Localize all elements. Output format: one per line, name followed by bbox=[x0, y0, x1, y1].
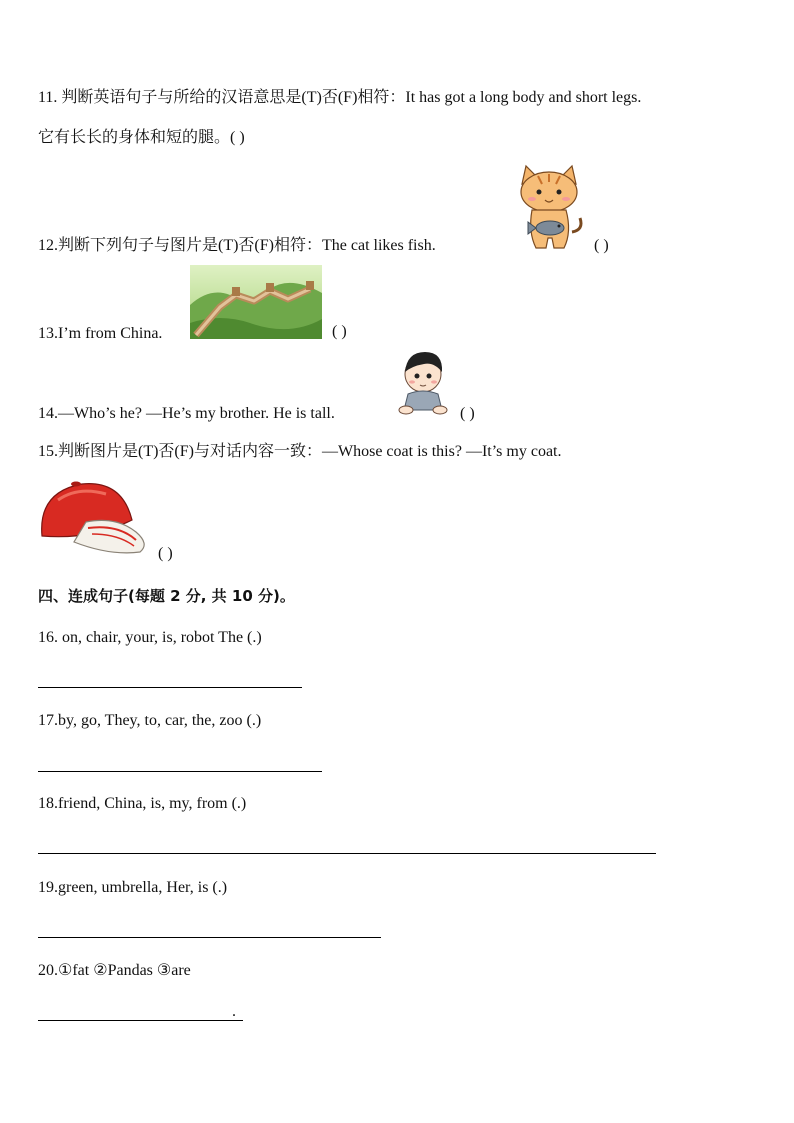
red-cap-image bbox=[36, 478, 150, 562]
question-15-text: 15.判断图片是(T)否(F)与对话内容一致：—Whose coat is this? —It’s my coat. bbox=[38, 443, 562, 460]
question-19-answer-line[interactable] bbox=[38, 937, 381, 938]
question-19-text: 19.green, umbrella, Her, is (.) bbox=[38, 879, 228, 896]
question-11-line1: 11. 判断英语句子与所给的汉语意思是(T)否(F)相符：It has got a long body and short legs. bbox=[38, 89, 642, 106]
question-20-text: 20.①fat ②Pandas ③are bbox=[38, 962, 191, 979]
question-18-text: 18.friend, China, is, my, from (.) bbox=[38, 795, 247, 812]
cat-with-fish-image bbox=[512, 162, 586, 254]
question-11-line2: 它有长长的身体和短的腿。( ) bbox=[38, 129, 245, 146]
question-12-text: 12.判断下列句子与图片是(T)否(F)相符：The cat likes fish. bbox=[38, 237, 436, 254]
question-17-text: 17.by, go, They, to, car, the, zoo (.) bbox=[38, 712, 262, 729]
baby-boy-image bbox=[398, 350, 448, 416]
question-12-answer-paren[interactable]: ( ) bbox=[594, 237, 609, 254]
question-20-answer-line[interactable] bbox=[38, 1020, 243, 1021]
question-20-end-period: . bbox=[232, 1003, 236, 1020]
great-wall-image bbox=[190, 265, 322, 339]
question-14-text: 14.—Who’s he? —He’s my brother. He is tall. bbox=[38, 405, 335, 422]
question-17-answer-line[interactable] bbox=[38, 771, 322, 772]
question-14-answer-paren[interactable]: ( ) bbox=[460, 405, 475, 422]
question-13-answer-paren[interactable]: ( ) bbox=[332, 323, 347, 340]
question-16-answer-line[interactable] bbox=[38, 687, 302, 688]
question-13-text: 13.I’m from China. bbox=[38, 325, 163, 342]
question-15-answer-paren[interactable]: ( ) bbox=[158, 545, 173, 562]
question-18-answer-line[interactable] bbox=[38, 853, 656, 854]
question-16-text: 16. on, chair, your, is, robot The (.) bbox=[38, 629, 262, 646]
section-4-title: 四、连成句子(每题 2 分, 共 10 分)。 bbox=[38, 587, 295, 605]
